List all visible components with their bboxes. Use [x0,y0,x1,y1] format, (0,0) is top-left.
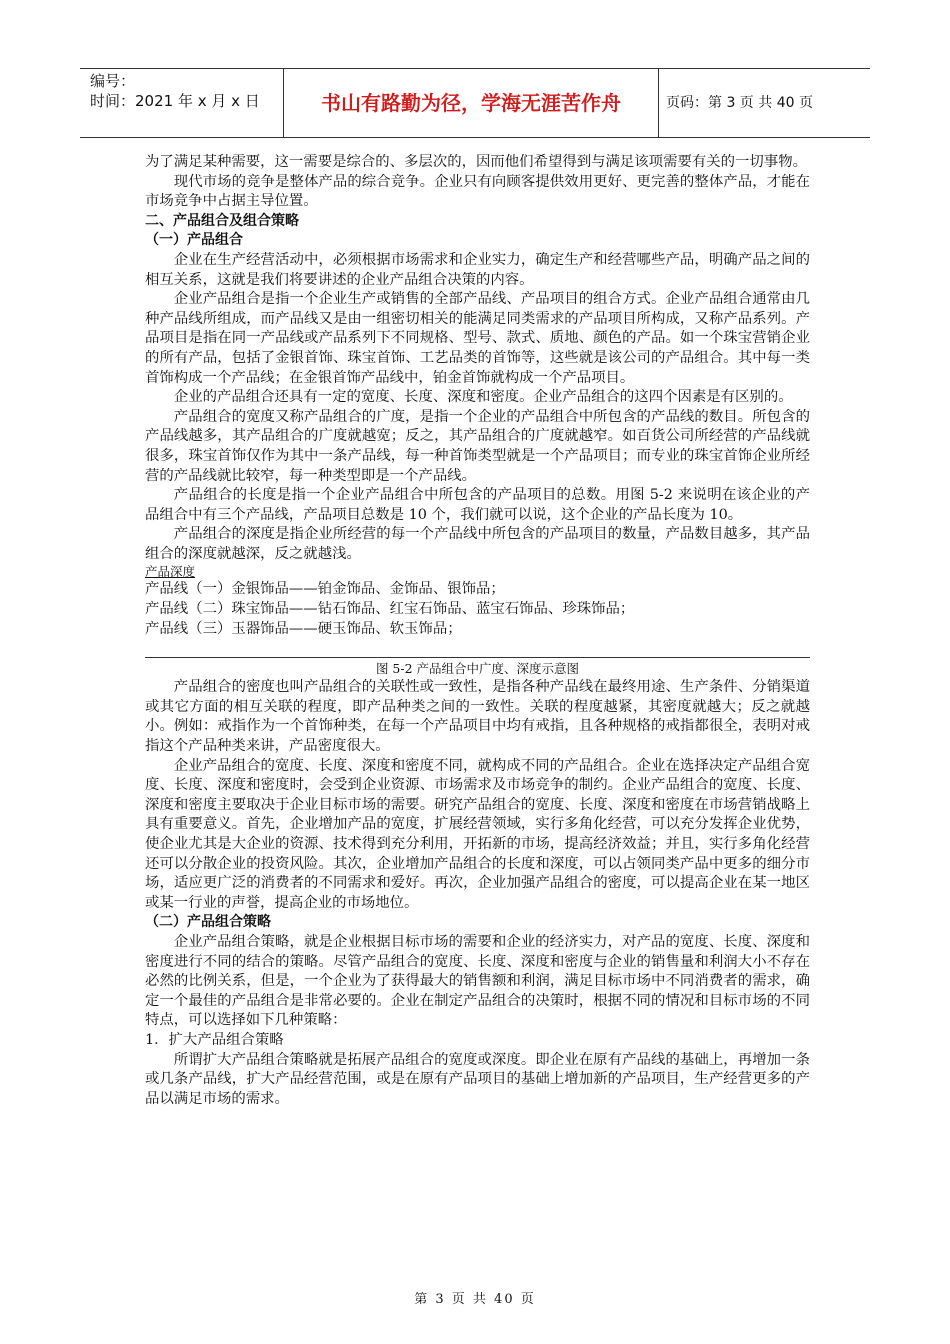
paragraph: 现代市场的竞争是整体产品的综合竞争。企业只有向顾客提供效用更好、更完善的整体产品，才能在市场竞争中占据主导位置。 [145,173,810,210]
paragraph: 企业产品组合的宽度、长度、深度和密度不同，就构成不同的产品组合。企业在选择决定产品组合宽度、长度、深度和密度时，会受到企业资源、市场需求及市场竞争的制约。企业产品组合的宽度、长度、深度和密度主要取决于企业目标市场的需要。研究产品组合的宽度、长度、深度和密度在市场营销战略上具有重要意义。首先，企业增加产品的宽度，扩展经营领域，实行多角化经营，可以充分发挥企业优势，使企业尤其是大企业的资源、技术得到充分利用，开拓新的市场，提高经济效益；并且，实行多角化经营还可以分散企业的投资风险。其次，企业增加产品组合的长度和深度，可以占领同类产品中更多的细分市场，适应更广泛的消费者的不同需求和爱好。再次，企业加强产品组合的密度，可以提高企业在某一地区或某一行业的声誉，提高企业的市场地位。 [145,757,810,911]
document-body [145,153,810,1109]
product-line-3: 产品线（三）玉器饰品——硬玉饰品、软玉饰品； [145,620,462,637]
paragraph: 企业的产品组合还具有一定的宽度、长度、深度和密度。企业产品组合的这四个因素是有区别的。 [173,389,793,406]
page-footer: 第 3 页 共 40 页 [414,1292,536,1307]
paragraph: 产品组合的宽度又称产品组合的广度，是指一个企业的产品组合中所包含的产品线的数目。所包含的产品线越多，其产品组合的广度就越宽；反之，其产品组合的广度就越窄。如百货公司所经营的产品线就很多，珠宝首饰仅作为其中一条产品线，每一种首饰类型就是一个产品项目；而专业的珠宝首饰企业所经营的产品线就比较窄，每一种类型即是一个产品线。 [145,408,810,484]
list-item-heading: 1．扩大产品组合策略 [145,1031,284,1048]
figure-depth-label: 产品深度 [145,564,196,580]
page-header [80,68,870,138]
header-divider [658,69,659,137]
subsection-heading: （二）产品组合策略 [145,914,271,931]
header-motto: 书山有路勤为径，学海无涯苦作舟 [321,91,621,115]
paragraph: 为了满足某种需要，这一需要是综合的、多层次的，因而他们希望得到与满足该项需要有关的一切事物。 [145,154,807,170]
document-date-label: 时间：2021 年 x 月 x 日 [90,92,260,110]
product-line-1: 产品线（一）金银饰品——铂金饰品、金饰品、银饰品； [145,581,505,598]
paragraph: 产品组合的密度也叫产品组合的关联性或一致性，是指各种产品线在最终用途、生产条件、分销渠道或其它方面的相互关联的程度，即产品种类之间的一致性。关联的程度越紧，其密度就越大；反之就越小。例如：戒指作为一个首饰种类，在每一个产品项目中均有戒指，且各种规格的戒指都很全，表明对戒指这个产品种类来讲，产品密度很大。 [145,679,810,755]
paragraph: 产品组合的深度是指企业所经营的每一个产品线中所包含的产品项目的数量，产品数目越多，其产品组合的深度就越深，反之就越浅。 [145,526,810,562]
paragraph: 产品组合的长度是指一个企业产品组合中所包含的产品项目的总数。用图 5-2 来说明在该企业的产品组合中有三个产品线，产品项目总数是 10 个，我们就可以说，这个企业的产品长度为 10。 [145,487,810,523]
header-page-info: 页码：第 3 页 共 40 页 [666,95,813,111]
paragraph: 所谓扩大产品组合策略就是拓展产品组合的宽度或深度。即企业在原有产品线的基础上，再增加一条或几条产品线，扩大产品经营范围，或是在原有产品项目的基础上增加新的产品项目，生产经营更多的产品以满足市场的需求。 [145,1051,810,1107]
figure-rule [145,657,810,658]
document-number-label: 编号： [90,72,136,90]
paragraph: 企业产品组合策略，就是企业根据目标市场的需要和企业的经济实力，对产品的宽度、长度、深度和密度进行不同的结合的策略。尽管产品组合的宽度、长度、深度和密度与企业的销售量和利润大小不存在必然的比例关系，但是，一个企业为了获得最大的销售额和利润，满足目标市场中不同消费者的需求，确定一个最佳的产品组合是非常必要的。企业在制定产品组合的决策时，根据不同的情况和目标市场的不同特点，可以选择如下几种策略： [145,933,810,1029]
figure-caption: 图 5-2 产品组合中广度、深度示意图 [375,661,580,677]
product-line-2: 产品线（二）珠宝饰品——钻石饰品、红宝石饰品、蓝宝石饰品、珍珠饰品； [145,601,635,618]
figure-5-2 [145,564,810,678]
section-heading: 二、产品组合及组合策略 [145,212,299,229]
paragraph: 企业在生产经营活动中，必须根据市场需求和企业实力，确定生产和经营哪些产品，明确产品之间的相互关系，这就是我们将要讲述的企业产品组合决策的内容。 [145,251,810,288]
subsection-heading: （一）产品组合 [145,232,243,249]
paragraph: 企业产品组合是指一个企业生产或销售的全部产品线、产品项目的组合方式。企业产品组合通常由几种产品线所组成，而产品线又是由一组密切相关的能满足同类需求的产品项目所构成，又称产品系列。产品项目是指在同一产品线或产品系列下不同规格、型号、款式、质地、颜色的产品。如一个珠宝营销企业的所有产品，包括了金银首饰、珠宝首饰、工艺品类的首饰等，这些就是该公司的产品组合。其中每一类首饰构成一个产品线；在金银首饰产品线中，铂金首饰就构成一个产品项目。 [145,291,810,386]
header-meta [90,71,260,111]
